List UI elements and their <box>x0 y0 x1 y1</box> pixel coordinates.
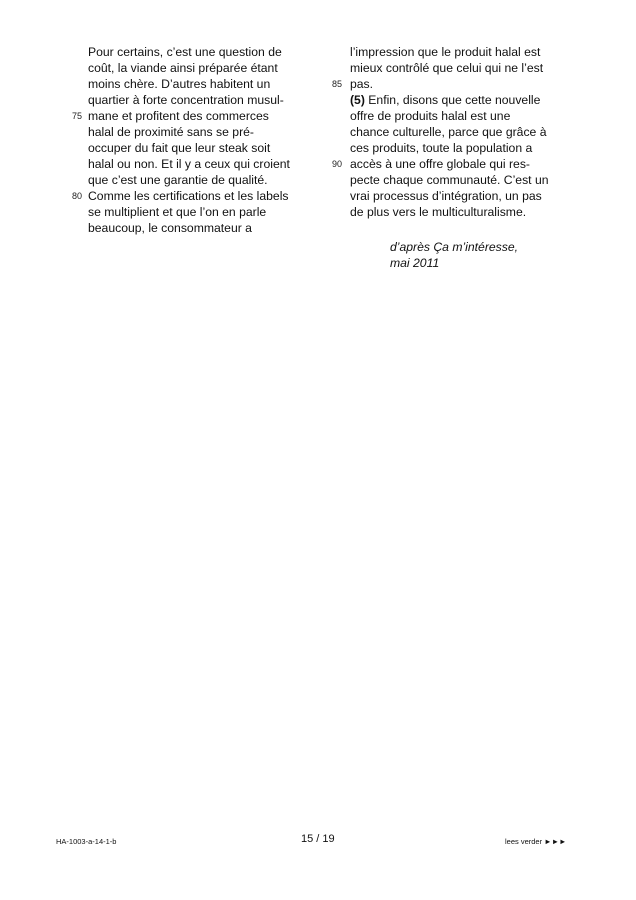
text-line <box>330 44 580 60</box>
line-text: halal de proximité sans se pré- <box>88 125 254 139</box>
text-line <box>56 108 318 124</box>
line-text: vrai processus d’intégration, un pas <box>350 189 542 203</box>
text-line <box>56 172 318 188</box>
line-text: pas. <box>350 77 374 91</box>
line-text: halal ou non. Et il y a ceux qui croient <box>88 157 290 171</box>
line-text: de plus vers le multiculturalisme. <box>350 205 527 219</box>
line-text: que c’est une garantie de qualité. <box>88 173 268 187</box>
article-right-column <box>330 44 580 220</box>
text-line <box>330 140 580 156</box>
text-line <box>330 60 580 76</box>
line-text: ces produits, toute la population a <box>350 141 533 155</box>
line-text: offre de produits halal est une <box>350 109 511 123</box>
line-text <box>350 92 540 108</box>
line-number: 80 <box>72 191 83 201</box>
text-line <box>330 172 580 188</box>
text-line <box>330 108 580 124</box>
line-text-rest: Enfin, disons que cette nouvelle <box>364 93 541 107</box>
line-text: quartier à forte concentration musul- <box>88 93 284 107</box>
line-text: pecte chaque communauté. C’est un <box>350 173 549 187</box>
text-line <box>56 220 318 236</box>
text-line <box>56 156 318 172</box>
text-line <box>330 156 580 172</box>
line-text: mieux contrôlé que celui qui ne l’est <box>350 61 544 75</box>
text-line <box>56 124 318 140</box>
line-text: chance culturelle, parce que grâce à <box>350 125 547 139</box>
text-line <box>330 76 580 92</box>
line-text: se multiplient et que l’on en parle <box>88 205 267 219</box>
line-text: occuper du fait que leur steak soit <box>88 141 271 155</box>
line-number: 85 <box>332 79 343 89</box>
text-line <box>330 204 580 220</box>
text-line <box>56 140 318 156</box>
text-line <box>56 44 318 60</box>
line-text: l’impression que le produit halal est <box>350 45 541 59</box>
line-text: accès à une offre globale qui res- <box>350 157 530 171</box>
text-line <box>56 76 318 92</box>
text-line <box>56 92 318 108</box>
source-date: mai 2011 <box>390 256 440 270</box>
line-text: moins chère. D’autres habitent un <box>88 77 271 91</box>
line-text: Comme les certifications et les labels <box>88 189 289 203</box>
text-line <box>330 124 580 140</box>
source-citation <box>390 239 518 271</box>
continue-label: lees verder ►►► <box>505 837 567 846</box>
line-text: mane et profitent des commerces <box>88 109 269 123</box>
line-number: 75 <box>72 111 83 121</box>
exam-code: HA-1003-a-14-1-b <box>56 837 117 846</box>
text-line <box>56 188 318 204</box>
text-line <box>56 204 318 220</box>
text-line <box>330 188 580 204</box>
page-number: 15 / 19 <box>301 833 335 845</box>
line-text: coût, la viande ainsi préparée étant <box>88 61 278 75</box>
line-text: Pour certains, c’est une question de <box>88 45 282 59</box>
article-left-column <box>56 44 318 236</box>
text-line <box>330 92 580 108</box>
section-number: (5) <box>350 93 365 107</box>
source-title: d’après Ça m’intéresse, <box>390 240 519 254</box>
line-text: beaucoup, le consommateur a <box>88 221 252 235</box>
line-number: 90 <box>332 159 343 169</box>
text-line <box>56 60 318 76</box>
